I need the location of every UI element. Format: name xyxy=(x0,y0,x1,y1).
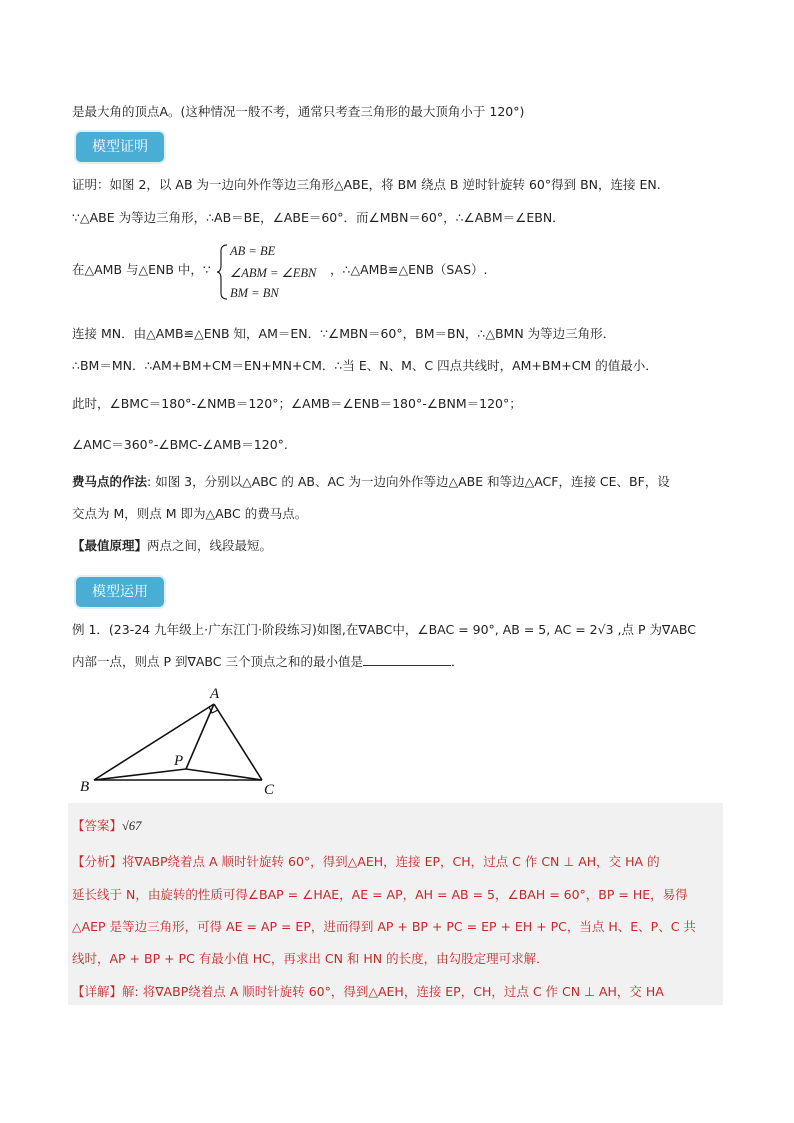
analysis-line-3: △AEP 是等边三角形，可得 AE = AP = EP，进而得到 AP + BP + PC = EP + EH + PC，当点 H、E、P、C 共 xyxy=(72,919,696,934)
solution-panel xyxy=(68,803,723,1005)
segment-ac xyxy=(214,704,262,780)
analysis-text-1: 将∇ABP绕着点 A 顺时针旋转 60°，得到△AEH，连接 EP，CH，过点 C 作 CN ⊥ AH，交 HA 的 xyxy=(122,854,660,869)
proof-line-3-prefix: 在△AMB 与△ENB 中，∵ xyxy=(72,262,211,277)
segment-pc xyxy=(186,769,262,780)
example-line-2-text: 内部一点，则点 P 到∇ABC 三个顶点之和的最小值是 xyxy=(72,654,363,669)
principle-text: 两点之间，线段最短。 xyxy=(147,538,273,553)
principle-label: 【最值原理】 xyxy=(72,538,148,553)
detail-text-1: 解: 将∇ABP绕着点 A 顺时针旋转 60°，得到△AEH，连接 EP，CH，过点 C 作 CN ⊥ AH，交 HA xyxy=(122,984,664,999)
fermat-text: : 如图 3，分别以△ABC 的 AB、AC 为一边向外作等边△ABE 和等边△ACF，连接 CE、BF，设 xyxy=(147,474,670,489)
condition-2: ∠ABM = ∠EBN xyxy=(230,266,317,280)
analysis-line-4: 线时，AP + BP + PC 有最小值 HC，再求出 CN 和 HN 的长度，由勾股定理可求解． xyxy=(72,951,549,966)
congruence-conditions xyxy=(216,243,326,301)
example-line-1: 例 1．(23-24 九年级上·广东江门·阶段练习)如图,在∇ABC中，∠BAC = 90°, AB = 5, AC = 2√3 ,点 P 为∇ABC xyxy=(72,622,696,637)
segment-ab xyxy=(94,704,214,780)
analysis-line-1 xyxy=(72,853,660,871)
intro-line: 是最大角的顶点A。(这种情况一般不考，通常只考查三角形的最大顶角小于 120°) xyxy=(72,104,525,119)
condition-1: AB = BE xyxy=(230,244,276,258)
analysis-line-2: 延长线于 N，由旋转的性质可得∠BAP = ∠HAE，AE = AP，AH = AB = 5，∠BAH = 60°，BP = HE，易得 xyxy=(72,887,688,902)
label-b: B xyxy=(80,779,90,795)
proof-line-7: ∠AMC＝360°-∠BMC-∠AMB＝120°. xyxy=(72,437,288,452)
proof-line-3-suffix: ，∴△AMB≌△ENB（SAS）. xyxy=(330,262,488,277)
analysis-label: 【分析】 xyxy=(72,854,123,869)
section-title-application: 模型运用 xyxy=(76,577,164,607)
proof-line-2: ∵△ABE 为等边三角形，∴AB＝BE，∠ABE＝60°．而∠MBN＝60°，∴∠ABM＝∠EBN． xyxy=(72,210,565,225)
label-c: C xyxy=(264,782,275,798)
proof-line-1: 证明：如图 2，以 AB 为一边向外作等边三角形△ABE，将 BM 绕点 B 逆时针旋转 60°得到 BN，连接 EN. xyxy=(72,177,661,192)
example-line-2 xyxy=(72,653,463,671)
answer-line xyxy=(72,817,141,835)
fermat-label: 费马点的作法 xyxy=(72,474,148,489)
answer-value: √67 xyxy=(122,819,142,833)
condition-3: BM = BN xyxy=(230,286,279,300)
detail-label: 【详解】 xyxy=(72,984,123,999)
label-p: P xyxy=(174,753,184,769)
detail-line-1 xyxy=(72,983,664,1001)
proof-line-4: 连接 MN．由△AMB≌△ENB 知，AM＝EN．∵∠MBN＝60°，BM＝BN，∴△BMN 为等边三角形． xyxy=(72,326,616,341)
section-title-proof: 模型证明 xyxy=(76,132,164,162)
fermat-line-1 xyxy=(72,473,670,491)
label-a: A xyxy=(210,686,220,702)
answer-blank xyxy=(363,653,451,666)
answer-label: 【答案】 xyxy=(72,818,123,833)
proof-line-5: ∴BM＝MN．∴AM+BM+CM＝EN+MN+CM．∴当 E、N、M、C 四点共线时，AM+BM+CM 的值最小． xyxy=(72,358,658,373)
principle-line xyxy=(72,537,272,555)
triangle-figure xyxy=(76,683,296,798)
fermat-line-2: 交点为 M，则点 M 即为△ABC 的费马点。 xyxy=(72,506,308,521)
proof-line-6: 此时，∠BMC＝180°-∠NMB＝120°；∠AMB＝∠ENB＝180°-∠BNM＝120°； xyxy=(72,396,522,411)
brace-icon xyxy=(216,243,230,301)
example-line-2-end: ． xyxy=(450,654,464,669)
